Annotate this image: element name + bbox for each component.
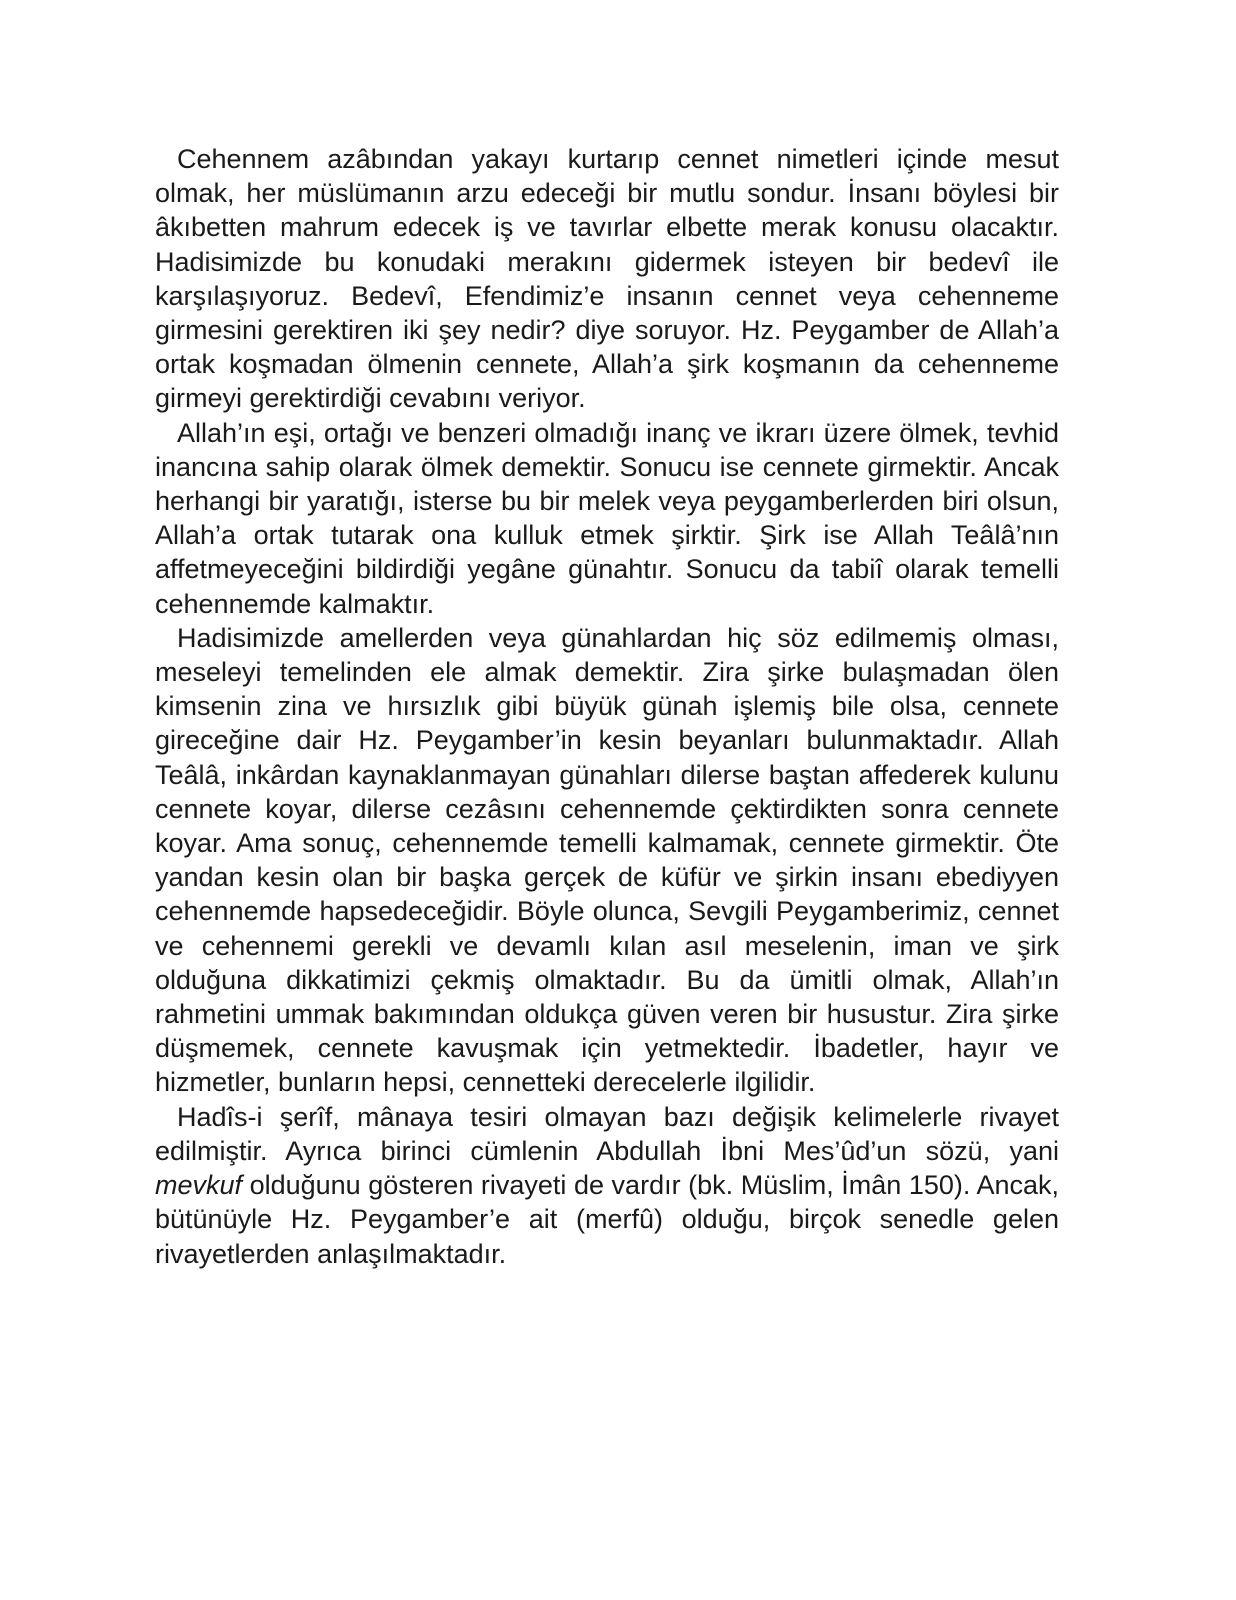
paragraph-1: Cehennem azâbından yakayı kurtarıp cennet nimetleri içinde mesut olmak, her müslümanın arzu edeceği bir mutlu sondur. İnsanı böylesi bir âkıbetten mahrum edecek iş ve tavırlar elbette merak konusu olacaktır. Hadisimizde bu konudaki merakını gidermek isteyen bir bedevî ile karşılaşıyoruz. Bedevî, Efendimiz’e insanın cennet veya cehenneme girmesini gerektiren iki şey nedir? diye soruyor. Hz. Peygamber de Allah’a ortak koşmadan ölmenin cennete, Allah’a şirk koşmanın da cehenneme girmeyi gerektirdiği cevabını veriyor. (155, 144, 1059, 414)
paragraph-4 (155, 1100, 1059, 1271)
paragraph-2: Allah’ın eşi, ortağı ve benzeri olmadığı inanç ve ikrarı üzere ölmek, tevhid inancına sahip olarak ölmek demektir. Sonucu ise cennete girmektir. Ancak herhangi bir yaratığı, isterse bu bir melek veya peygamberlerden biri olsun, Allah’a ortak tutarak ona kulluk etmek şirktir. Şirk ise Allah Teâlâ’nın affetmeyeceğini bildirdiği yegâne günahtır. Sonucu da tabiî olarak temelli cehennemde kalmaktır. (155, 417, 1059, 619)
emphasis-term: mevkuf (155, 1170, 243, 1201)
body-text (155, 142, 1059, 1271)
paragraph-4-text-after: olduğunu gösteren rivayeti de vardır (bk. Müslim, İmân 150). Ancak, bütünüyle Hz. Peygamber’e ait (merfû) olduğu, birçok senedle gelen rivayetlerden anlaşılmaktadır. (155, 1170, 1059, 1269)
paragraph-3: Hadisimizde amellerden veya günahlardan hiç söz edilmemiş olması, meseleyi temelinden ele almak demektir. Zira şirke bulaşmadan ölen kimsenin zina ve hırsızlık gibi büyük günah işlemiş bile olsa, cennete gireceğine dair Hz. Peygamber’in kesin beyanları bulunmaktadır. Allah Teâlâ, inkârdan kaynaklanmayan günahları dilerse baştan affederek kulunu cennete koyar, dilerse cezâsını cehennemde çektirdikten sonra cennete koyar. Ama sonuç, cehennemde temelli kalmamak, cennete girmektir. Öte yandan kesin olan bir başka gerçek de küfür ve şirkin insanı ebediyyen cehennemde hapsedeceğidir. Böyle olunca, Sevgili Peygamberimiz, cennet ve cehennemi gerekli ve devamlı kılan asıl meselenin, iman ve şirk olduğuna dikkatimizi çekmiş olmaktadır. Bu da ümitli olmak, Allah’ın rahmetini ummak bakımından oldukça güven veren bir husustur. Zira şirke düşmemek, cennete kavuşmak için yetmektedir. İbadetler, hayır ve hizmetler, bunların hepsi, cennetteki derecelerle ilgilidir. (155, 622, 1059, 1098)
paragraph-4-text-before: Hadîs-i şerîf, mânaya tesiri olmayan bazı değişik kelimelerle rivayet edilmiştir. Ayrıca birinci cümlenin Abdullah İbni Mes’ûd’un sözü, yani (155, 1101, 1059, 1166)
